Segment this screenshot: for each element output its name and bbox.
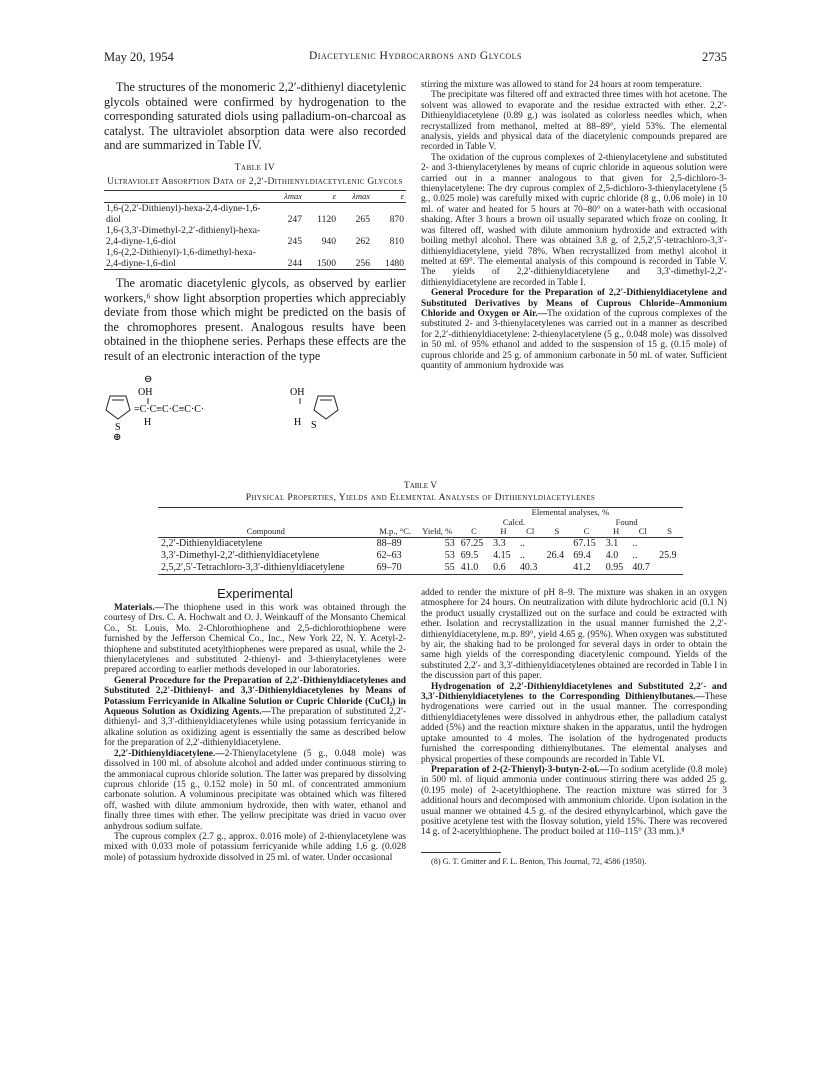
compound-body: 2-Thienylacetylene (5 g., 0.048 mole) was dissolved in 100 ml. of absolute alcohol and added under continuous stirring to the ammoniacal cuprous chloride solution. The latter was prepared by dissolving cuprous chloride (15 g., 0.152 mole) in 50 ml. of concentrated ammonium carbonate solution. A voluminous precipitate was obtained which was filtered off, washed with dilute ammonium hydroxide, then with water, ethanol and finally three times with ether. The yellow precipitate was dried in vacuo over anhydrous sodium sulfate. (104, 748, 406, 832)
table4-cell: 265 (355, 213, 370, 225)
preparation-body: To sodium acetylide (0.8 mole) in 500 ml. of liquid ammonia under continuous stirring there was added 25 g. (0.195 mole) of 2-acetylthiophene. The reaction mixture was stirred for 3 additional hours and decomposed with ammonium chloride. Upon isolation in the usual manner we obtained 4.5 g. of the desired ethynylcarbinol, which gave the positive acetylene test with the Ilosvay solution, yield 15%. There was recovered 14 g. of 2-acetylthiophene. The product boiled at 110–115° (33 mm.).⁸ (421, 764, 727, 838)
table4-caption: Table IV (234, 162, 276, 173)
table5-cell: 69.5 (460, 549, 479, 561)
table4-title: Ultraviolet Absorption Data of 2,2′-Dithienyldiacetylenic Glycols (107, 176, 403, 187)
table5-cell: 2,5,2′,5′-Tetrachloro-3,3′-dithienyldiacetylene (161, 561, 345, 573)
table5-caption: Table V (403, 481, 438, 491)
paragraph (104, 749, 406, 832)
page-number: 2735 (702, 50, 727, 64)
analyses-group-header: Elemental analyses, % (531, 507, 610, 517)
table5-cell: 25.9 (659, 549, 677, 561)
table-row (104, 225, 406, 247)
table4-cell: 244 (287, 257, 302, 269)
table5-cell: 62–63 (376, 549, 402, 561)
table5-block (158, 481, 683, 575)
table5-cell: 88–89 (376, 537, 402, 549)
found-header: Found (615, 516, 638, 527)
plus-charge: ⊕ (113, 431, 122, 443)
chain-formula: =C·C≡C·C≡C·C· (134, 403, 205, 415)
paragraph (421, 765, 727, 838)
table4-cell: 1500 (316, 257, 336, 269)
table5-cell: 0.6 (493, 561, 506, 573)
table4-cell: 1,6-(2,2-Dithienyl)-1,6-dimethyl-hexa-2,4-diyne-1,6-diol (106, 246, 256, 269)
page-header (104, 50, 727, 66)
table5-cell: 4.0 (605, 549, 619, 561)
materials-body: The thiophene used in this work was obtained through the courtesy of Drs. C. A. Hochwalt and O. J. Weinkauff of the Monsanto Chemical Co., St. Louis, Mo. 2-Chlorothiophene and 2,5-dichlorothiophene were furnished by the Jefferson Chemical Co., Inc., New York 22, N. Y. Acetyl-2-thiophene and substituted acetylthiophenes were prepared as usual, while the 2-thienylacetylenes and substituted 2-thienyl- and 3-thienylacetylenes were prepared according to earlier methods developed in our laboratories. (104, 603, 406, 676)
hydrogenation-heading: Hydrogenation of 2,2′-Dithienyldiacetylenes and Substituted 2,2′- and 3,3′-Dithienyldiacetylenes to the Corresponding Dithienylbutanes.— (421, 681, 727, 703)
table5-title: Physical Properties, Yields and Elemental Analyses of Dithienyldiacetylenes (245, 493, 596, 503)
hydrogenation-body: These hydrogenations were carried out in the usual manner. The corresponding dithienyldiacetylenes were dissolved in anhydrous ether, the palladium catalyst added (5%) and the reaction mixture shaken in the apparatus, until the hydrogen uptake amounted to 4 moles. The isolation of the hydrogenated products furnished the corresponding dithienylbutanes. The elemental analyses and physical properties of these compounds are recorded in Table VI. (421, 692, 727, 765)
table5-cell (544, 562, 571, 575)
table5-cell: 3.1 (605, 537, 619, 549)
paragraph: stirring the mixture was allowed to stand for 24 hours at room temperature. (421, 80, 703, 90)
table5-cell: 55 (444, 561, 455, 573)
procedure-body: The preparation of substituted 2,2′-dithienyl- and 3,3′-dithienyldiacetylenes while using potassium ferricyanide in alkaline solution as oxidizing agent is essentially the same as described below for the preparation of 2,2′-dithienyldiacetylene. (104, 707, 407, 749)
table-row (158, 550, 683, 562)
running-title: Diacetylenic Hydrocarbons and Glycols (308, 50, 523, 62)
table5-cell (656, 562, 683, 575)
experimental-heading: Experimental (217, 586, 293, 601)
table-row (104, 202, 406, 225)
calcd-header: Calcd. (502, 516, 526, 527)
table5-header: C (458, 527, 490, 537)
table5-cell: .. (632, 537, 638, 549)
table4-cell: 1120 (317, 213, 336, 225)
thiophene-ring-left (106, 396, 130, 419)
table4-header: ε (304, 190, 338, 202)
table5-header: Yield, % (417, 527, 458, 537)
header-date: May 20, 1954 (104, 50, 174, 64)
table5-cell: 40.7 (632, 561, 650, 573)
table5-cell: 53 (444, 537, 455, 549)
table5-header: M.p., °C. (374, 527, 417, 537)
materials-heading: Materials.— (114, 603, 165, 613)
table5-header: Cl (629, 527, 656, 537)
table5-header: S (544, 527, 571, 537)
hydrogen-left: H (144, 416, 152, 428)
paragraph: The cuprous complex (2.7 g., approx. 0.016 mole) of 2-thienylacetylene was mixed with 0.033 mole of potassium ferricyanide while adding 1.6 g. (0.028 mole) of potassium hydroxide dissolved in 25 ml. of water. Under occasional (104, 831, 406, 863)
table5-header: Compound (158, 527, 374, 537)
table4-cell: 870 (389, 213, 404, 225)
table4-header: λmax (270, 190, 304, 202)
sulfur-left: S (115, 421, 121, 433)
paragraph (421, 682, 727, 765)
table5-cell: 3,3′-Dimethyl-2,2′-dithienyldiacetylene (161, 549, 320, 561)
table4-header: λmax (338, 190, 372, 202)
table5-cell (656, 537, 683, 550)
sulfur-right: S (311, 419, 317, 431)
compound-heading: 2,2′-Dithienyldiacetylene.— (114, 748, 225, 759)
resonance-structure-diagram (104, 368, 404, 478)
right-column-bottom (421, 588, 727, 867)
table5 (158, 507, 683, 575)
table5-cell: 3.3 (493, 537, 506, 549)
table5-cell: 40.3 (519, 561, 538, 573)
preparation-heading: Preparation of 2-(2-Thienyl)-3-butyn-2-ol.— (431, 764, 609, 775)
table5-cell: .. (519, 537, 525, 549)
aromatic-paragraph: The aromatic diacetylenic glycols, as observed by earlier workers,⁶ show light absorption properties which appreciably deviate from those which might be predicted on the basis of the chromophores present. Analogous results have been obtained in the thiophene series. Perhaps these effects are the result of an electronic interaction of the type (104, 275, 406, 363)
procedure-heading: General Procedure for the Preparation of 2,2′-Dithienyldiacetylene and Substituted Derivatives by Means of Cuprous Chloride–Ammonium Chloride and Oxygen or Air.— (421, 288, 727, 319)
table4 (104, 190, 406, 270)
procedure-body: The oxidation of the cuprous complexes of the substituted 2- and 3-thienylacetylenes was carried out in a manner as described for 2,2′-dithienyldiacetylene: 2-thienylacetylene (5 g., 0.048 mole) was dissolved in 50 ml. of 95% ethanol and added to the suspension of 15 g. (0.15 mole) of cuprous chloride and 25 g. of ammonium carbonate in 50 ml. of water. Sufficient quantity of ammonium hydroxide was (421, 308, 727, 371)
table5-cell: 41.2 (573, 561, 591, 573)
table5-cell: 53 (444, 549, 455, 561)
procedure-heading: General Procedure for the Preparation of 2,2′-Dithienyldiacetylenes and Substituted 2,2′-Dithienyl- and 3,3′-Dithienyldiacetylenes by Means of Potassium Ferricyanide in Alkaline Solution or Cupric Chloride (CuCl₂) in Aqueous Solution as Oxidizing Agents.— (104, 675, 406, 718)
hydroxyl-right: OH (290, 386, 305, 398)
table4-cell: 940 (321, 235, 336, 247)
table5-cell: 69–70 (376, 561, 402, 573)
table5-cell: 69.4 (573, 549, 591, 561)
table5-cell: 2,2′-Dithienyldiacetylene (161, 537, 263, 549)
paragraph: added to render the mixture of pH 8–9. The mixture was shaken in an oxygen atmosphere for 24 hours. On neutralization with dilute hydrochloric acid (0.1 N) the product usually crystallized out on the surface and could be extracted with ether. Isolation and recrystallization in the usual manner furnished the 2,2′-dithienyldiacetylene, m.p. 89°, yield 4.65 g. (95%). When oxygen was substituted by air, the shaking had to be prolonged for several days in order to obtain the same high yields of the corresponding diacetylenic compound. Yields of the substituted 2,2′- and 3,3′-dithienyldiacetylenes obtained are recorded in Table I in the discussion part of this paper. (421, 588, 727, 682)
table5-cell: 67.25 (460, 537, 484, 549)
table4-cell: 1,6-(2,2′-Dithienyl)-hexa-2,4-diyne-1,6-diol (106, 202, 261, 225)
paragraph (104, 603, 406, 676)
table4-cell: 247 (287, 213, 302, 225)
paragraph: The oxidation of the cuprous complexes of 2-thienylacetylene and substituted 2- and 3-thienylacetylenes by means of cupric chloride in aqueous solution were carried out in a manner analogous to that given for 2,5-dichloro-3-thienylacetylene: The dry cuprous complex of 2,5-dichloro-3-thienylacetylene (5 g., 0.025 mole) was carefully mixed with cupric chloride (8 g., 0.06 mole) in 10 ml. of water and heated for 5 hours at 70–80° on a water-bath with occasional shaking. After 3 hours a brown oil usually separated which froze on cooling. It was filtered off, washed with dilute ammonium hydroxide and extracted with boiling methyl alcohol. There was obtained 3.8 g. of 2,5,2′,5′-tetrachloro-3,3′-dithienyldiacetylene, yield 78%. When recrystallized from methyl alcohol it melted at 69°. The elemental analysis of this compound is recorded in Table V. The yields of 2,2′-dithienyldiacetylene and 3,3′-dimethyl-2,2′-dithienyldiacetylene are recorded in Table I. (421, 152, 727, 288)
left-column-top (104, 80, 406, 483)
table5-header: Cl (517, 527, 544, 537)
footnote: (8) G. T. Gmitter and F. L. Benton, This Journal, 72, 4586 (1950). (431, 856, 647, 866)
table5-header: C (570, 527, 602, 537)
table5-cell: 41.0 (460, 561, 479, 573)
table5-cell: .. (632, 549, 638, 561)
table4-cell: 245 (287, 235, 302, 247)
table5-cell: 4.15 (493, 549, 511, 561)
table5-header: H (490, 527, 517, 537)
table5-header: H (603, 527, 630, 537)
hydroxyl-left: OH (138, 386, 153, 398)
footnote-rule (421, 852, 501, 853)
table4-cell: 1,6-(3,3′-Dimethyl-2,2′-dithienyl)-hexa-2,4-diyne-1,6-diol (106, 224, 261, 247)
table4-cell: 262 (355, 235, 370, 247)
table-row (158, 562, 683, 575)
thiophene-ring-right (314, 396, 338, 419)
table4-cell: 256 (355, 257, 370, 269)
paragraph: The precipitate was filtered off and extracted three times with hot acetone. The solvent was allowed to evaporate and the residue extracted with ether. 2,2′-Dithienyldiacetylene (0.89 g.) was isolated as colorless needles which, when recrystallized from methanol, melted at 88–89°, yield 53%. The elemental analysis, yields and physical data of the diacetylenic compounds prepared are recorded in Table V. (421, 90, 727, 153)
table-row (104, 247, 406, 270)
table5-cell (544, 537, 571, 550)
paragraph (421, 288, 727, 371)
hydrogen-right: H (294, 416, 302, 428)
table5-cell: 26.4 (546, 549, 565, 561)
left-column-bottom (104, 586, 406, 863)
table5-cell: .. (519, 549, 525, 561)
intro-paragraph: The structures of the monomeric 2,2′-dithienyl diacetylenic glycols obtained were confirmed by hydrogenation to the corresponding saturated diols using palladium-on-charcoal as catalyst. The ultraviolet absorption data were also recorded and are summarized in Table IV. (104, 80, 406, 153)
table5-cell: 0.95 (605, 561, 624, 573)
table4-header: ε (372, 190, 406, 202)
table4-cell: 810 (389, 235, 404, 247)
table-row (158, 537, 683, 550)
table5-header: S (656, 527, 683, 537)
paragraph (104, 676, 406, 749)
table4-header (104, 190, 270, 202)
table4-cell: 1480 (384, 257, 404, 269)
minus-charge: ⊖ (144, 373, 153, 385)
table5-cell: 67.15 (573, 537, 596, 549)
right-column-top (421, 80, 727, 371)
